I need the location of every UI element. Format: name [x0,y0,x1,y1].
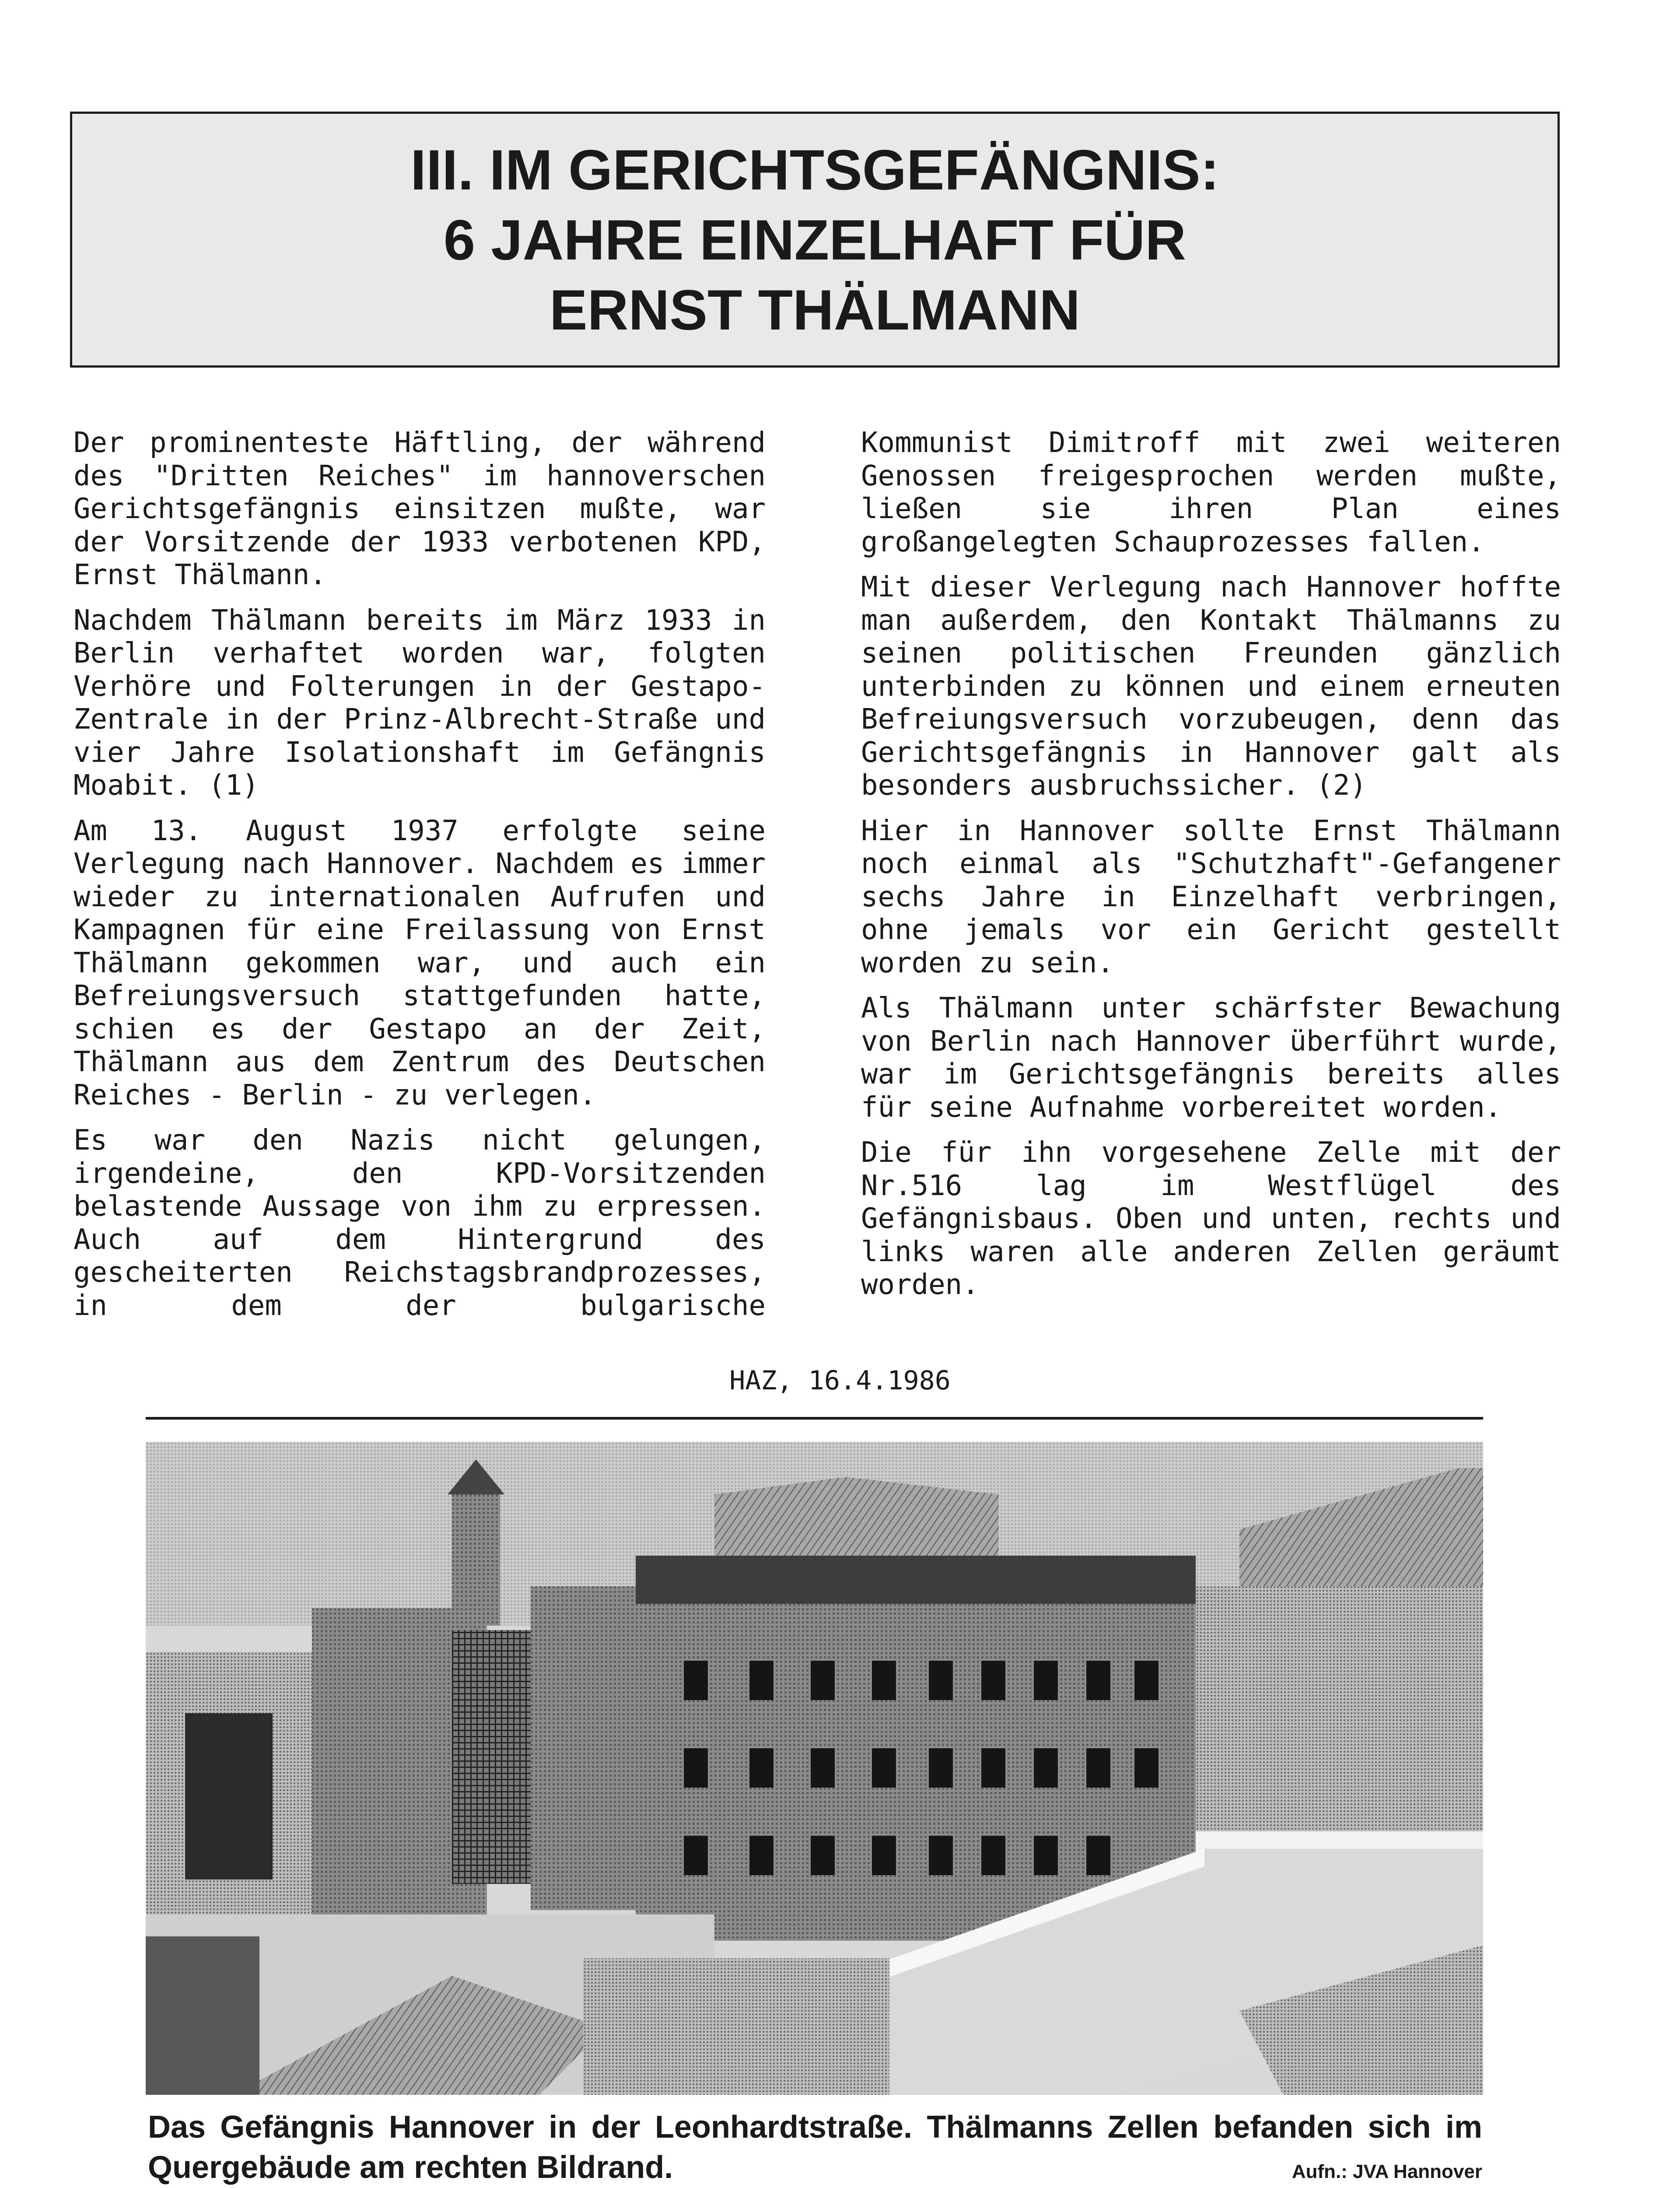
chapter-heading-box [70,112,1560,368]
right-paragraph-2: Mit dieser Verlegung nach Hannover hoffte man außerdem, den Kontakt Thälmanns zu seinen politischen Freunden gänzlich unterbinden zu können und einem erneuten Befreiungsversuch vorzubeugen, denn das Gerichtsgefängnis in Hannover galt als besonders ausbruchssicher. (2) [861,571,1561,802]
photo-caption-line-2: Quergebäude am rechten Bildrand. [148,2150,673,2185]
prison-photograph [146,1442,1483,2095]
left-text-column [74,427,766,1322]
photo-caption-line-1: Das Gefängnis Hannover in der Leonhardtstraße. Thälmanns Zellen befanden sich im [148,2110,1482,2145]
left-paragraph-4: Es war den Nazis nicht gelungen, irgendeine, den KPD-Vorsitzenden belastende Aussage von ihm zu erpressen. Auch auf dem Hintergrund des gescheiterten Reichstagsbrandprozesses, in dem der bulgarische [74,1124,766,1322]
left-paragraph-3: Am 13. August 1937 erfolgte seine Verlegung nach Hannover. Nachdem es immer wieder zu internationalen Aufrufen und Kampagnen für eine Freilassung von Ernst Thälmann gekommen war, und auch ein Befreiungsversuch stattgefunden hatte, schien es der Gestapo an der Zeit, Thälmann aus dem Zentrum des Deutschen Reiches - Berlin - zu verlegen. [74,814,766,1112]
chapter-heading-line-1: III. IM GERICHTSGEFÄNGNIS: [410,137,1219,202]
photo-caption-line-2-row [148,2147,1482,2188]
right-paragraph-5: Die für ihn vorgesehene Zelle mit der Nr.516 lag im Westflügel des Gefängnisbaus. Oben und unten, rechts und links waren alle anderen Zellen geräumt worden. [861,1136,1561,1301]
right-paragraph-3: Hier in Hannover sollte Ernst Thälmann noch einmal als "Schutzhaft"-Gefangener sechs Jahre in Einzelhaft verbringen, ohne jemals vor ein Gericht gestellt worden zu sein. [861,814,1561,979]
right-paragraph-1: Kommunist Dimitroff mit zwei weiteren Genossen freigesprochen werden mußte, ließen sie ihren Plan eines großangelegten Schauprozesses fallen. [861,427,1561,558]
photo-credit: Aufn.: JVA Hannover [1292,2161,1482,2182]
newspaper-source-line: HAZ, 16.4.1986 [729,1365,951,1396]
left-paragraph-2: Nachdem Thälmann bereits im März 1933 in Berlin verhaftet worden war, folgten Verhöre und Folterungen in der Gestapo-Zentrale in der Prinz-Albrecht-Straße und vier Jahre Isolationshaft im Gefängnis Moabit. (1) [74,604,766,802]
right-paragraph-4: Als Thälmann unter schärfster Bewachung von Berlin nach Hannover überführt wurde, war im Gerichtsgefängnis bereits alles für seine Aufnahme vorbereitet worden. [861,992,1561,1124]
chapter-heading-line-3: ERNST THÄLMANN [549,277,1081,342]
photo-caption [148,2107,1482,2188]
chapter-heading-line-2: 6 JAHRE EINZELHAFT FÜR [443,207,1186,272]
right-text-column [861,427,1561,1302]
photo-top-rule [146,1417,1483,1420]
left-paragraph-1: Der prominenteste Häftling, der während des "Dritten Reiches" im hannoverschen Gerichtsgefängnis einsitzen mußte, war der Vorsitzende der 1933 verbotenen KPD, Ernst Thälmann. [74,427,766,591]
